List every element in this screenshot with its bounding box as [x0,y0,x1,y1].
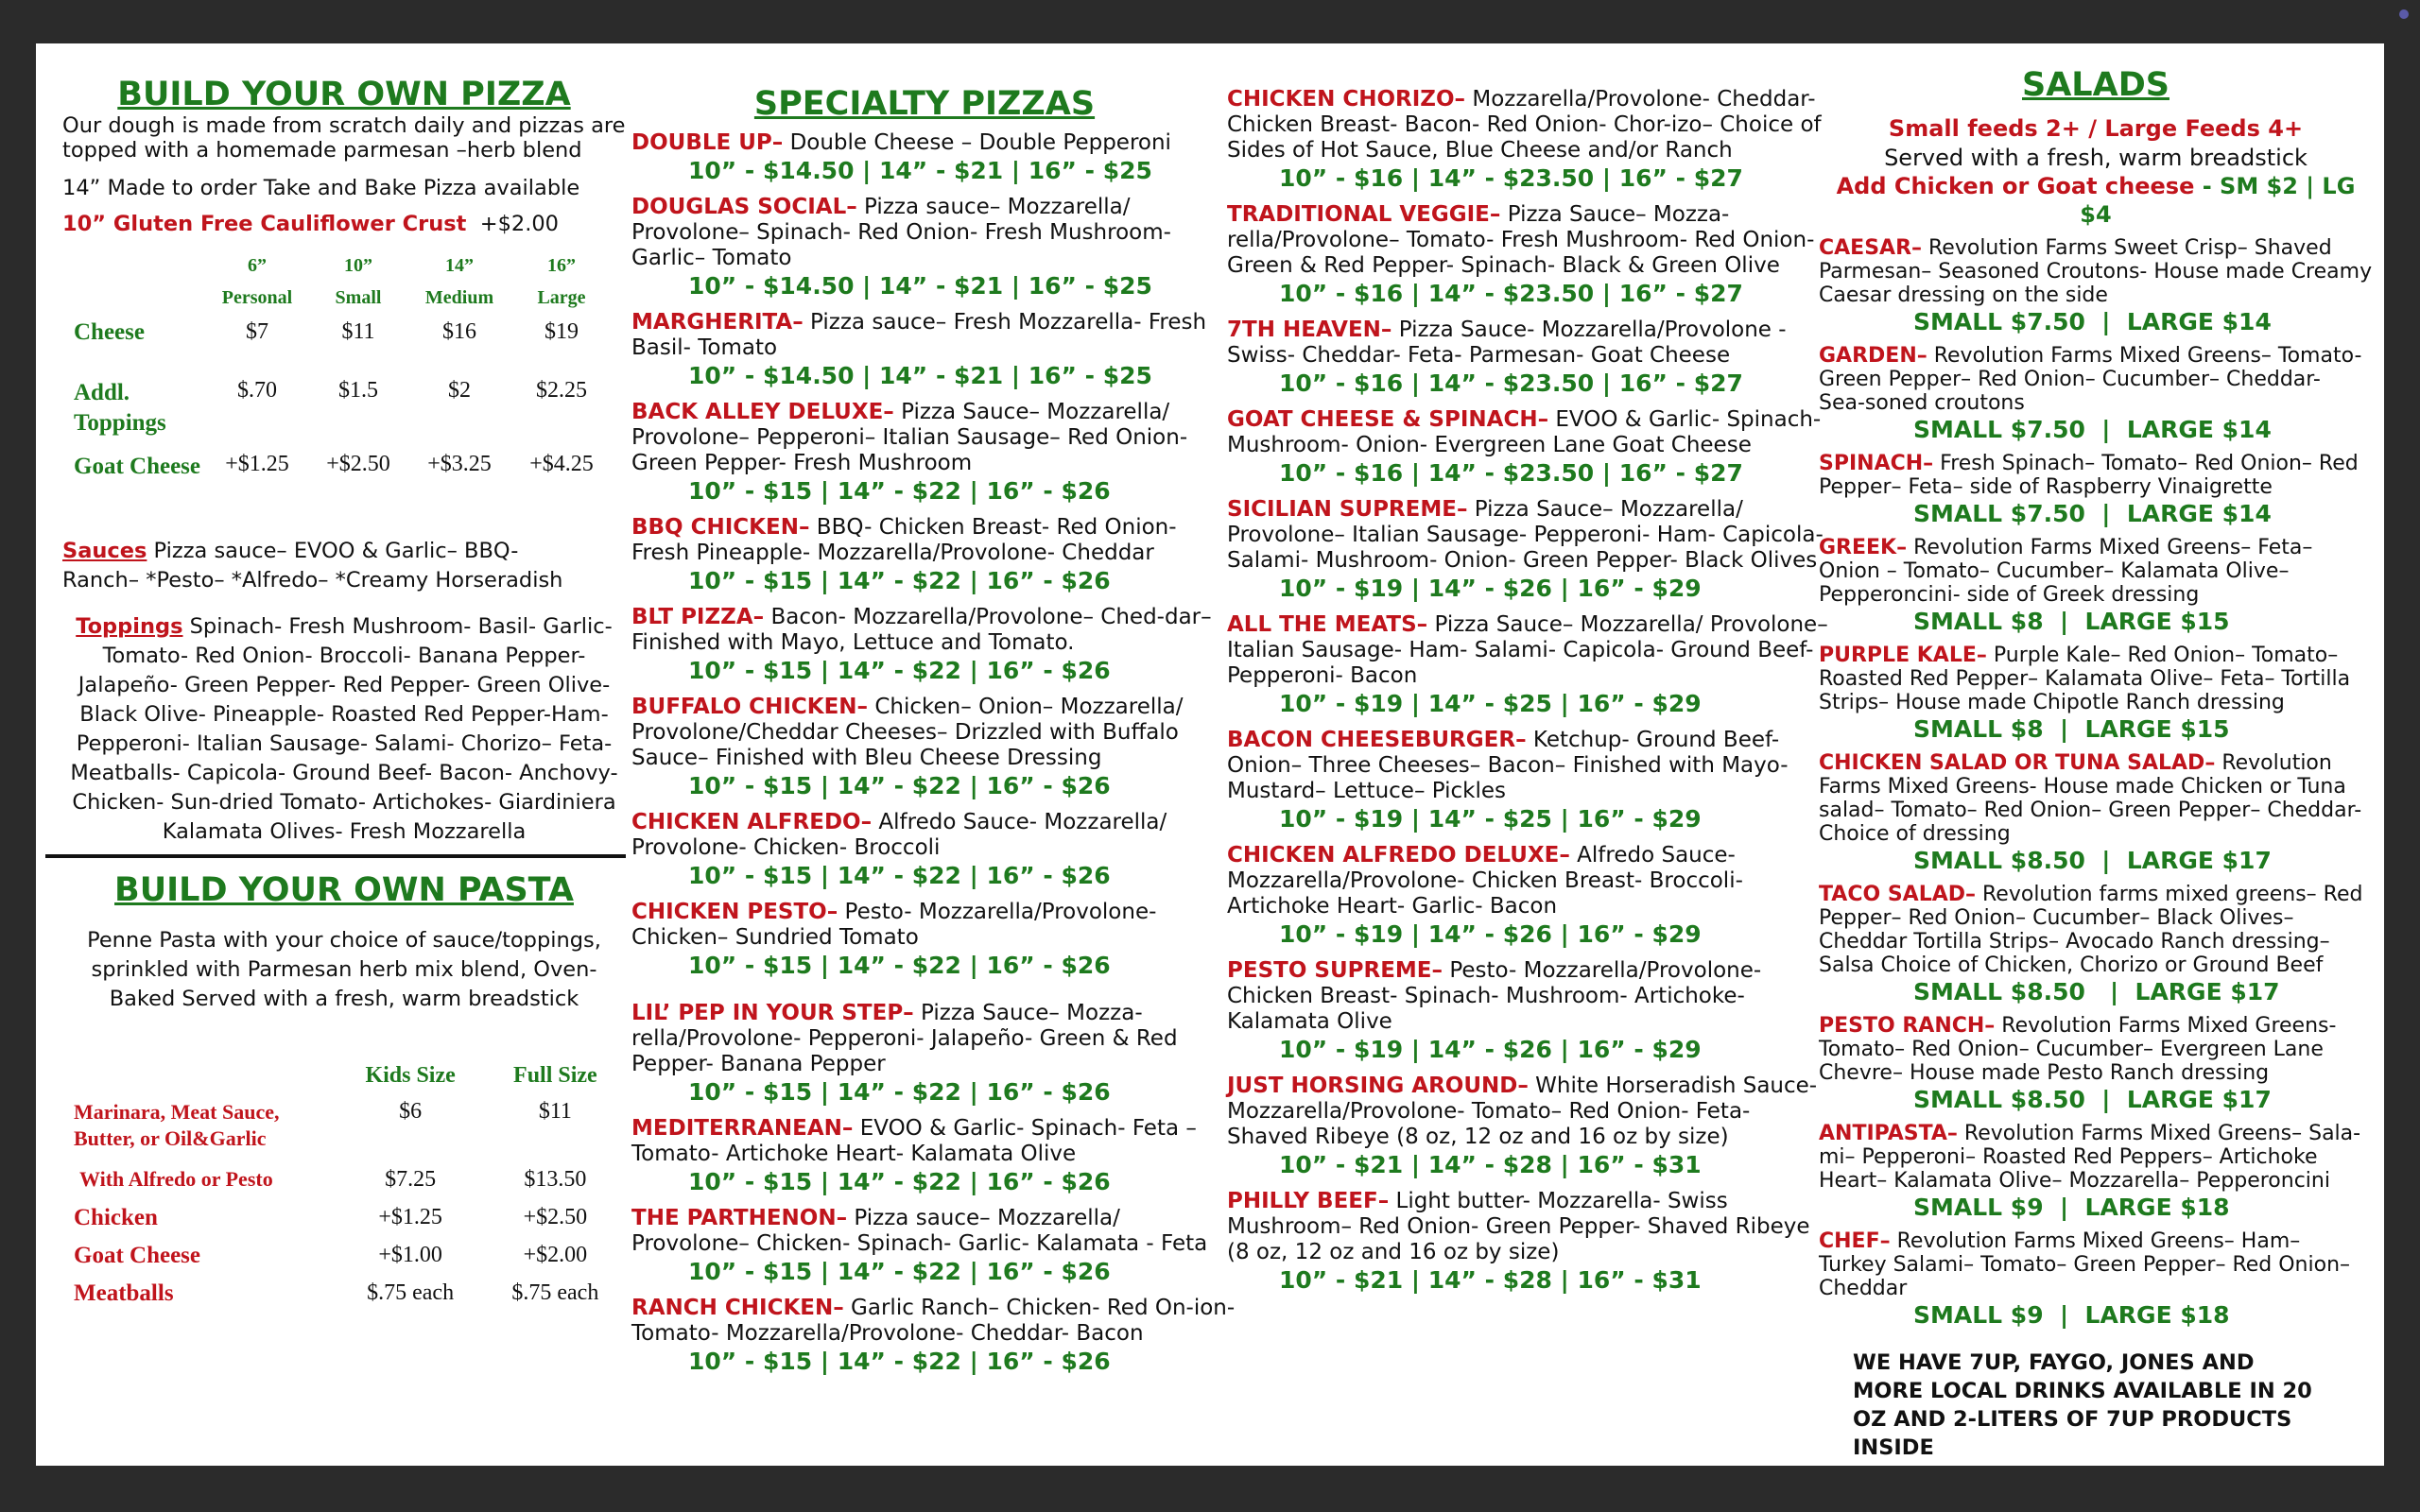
pizza-price: 10” - $14.50 | 14” - $21 | 16” - $25 [688,272,1152,300]
pizza-desc: Pizza sauce– Mozzarella/ Provolone– Spinach- Red Onion- Fresh Mushroom- Garlic– Tomato [631,195,1171,270]
row-label: Cheese [74,319,145,345]
pizza-name: THE PARTHENON– [631,1206,848,1230]
salad-price: SMALL $7.50 | LARGE $14 [1913,308,2272,335]
salad-item [1819,536,2373,636]
price-cell: +$1.25 [225,452,289,476]
specialty-item [1227,958,1832,1064]
salad-item [1819,236,2373,336]
salads-column [1819,43,2373,1462]
salad-sizes-note: Small feeds 2+ / Large Feeds 4+ [1888,115,2304,142]
specialty-item [631,310,1236,390]
full-price: $.75 each [511,1280,599,1305]
pizza-price: 10” - $21 | 14” - $28 | 16” - $31 [1279,1151,1702,1178]
price-cell: +$4.25 [529,452,594,476]
pizza-name: SICILIAN SUPREME– [1227,497,1468,522]
pizza-desc: Pizza Sauce– Mozzarella/ Provolone– Italian Sausage- Pepperoni- Ham- Capicola- Salami- Mushroom- Onion- Green Pepper- Black Olives [1227,497,1824,573]
pizza-price: 10” - $15 | 14” - $22 | 16” - $26 [688,862,1111,889]
kids-price: +$1.00 [378,1243,442,1267]
specialty-item [1227,87,1832,193]
salad-item [1819,1122,2373,1222]
pizza-desc: EVOO & Garlic- Spinach- Mushroom- Onion- Evergreen Lane Goat Cheese [1227,407,1822,457]
pizza-name: LIL’ PEP IN YOUR STEP– [631,1001,914,1025]
sauces-section [62,537,601,595]
salad-desc: Revolution Farms Mixed Greens– Ham– Turkey Salami– Tomato– Green Pepper– Red Onion– Cheddar [1819,1229,2351,1300]
pizza-desc: Pesto- Mozzarella/Provolone- Chicken– Sundried Tomato [631,900,1157,950]
pasta-price-table [74,1063,628,1318]
specialty-pizzas-column-2 [1227,87,1832,1304]
price-cell: +$2.50 [326,452,390,476]
specialty-item [631,130,1236,185]
menu-page [36,43,2384,1466]
salad-name: ANTIPASTA– [1819,1122,1958,1145]
salad-desc: Fresh Spinach– Tomato– Red Onion– Red Pepper– Feta– side of Raspberry Vinaigrette [1819,452,2359,499]
byo-pizza-title: BUILD YOUR OWN PIZZA [117,76,571,113]
size-name-small: Small [335,287,382,308]
section-divider [45,854,626,858]
pizza-price: 10” - $16 | 14” - $23.50 | 16” - $27 [1279,369,1743,397]
pizza-desc: Pizza sauce– Mozzarella/ Provolone– Chicken- Spinach- Garlic- Kalamata - Feta [631,1206,1208,1256]
build-your-own-column [60,43,628,1318]
salad-name: CAESAR– [1819,236,1923,260]
price-cell: $.70 [237,378,277,403]
salad-desc: Revolution Farms Mixed Greens– Sala-mi– Pepperoni– Roasted Red Peppers– Artichoke Heart– Kalamata Olive– Mozzarella– Pepperoncini [1819,1122,2361,1193]
pizza-desc: Chicken– Onion– Mozzarella/ Provolone/Cheddar Cheeses– Drizzled with Buffalo Sauce– Finished with Bleu Cheese Dressing [631,695,1184,770]
salad-name: CHICKEN SALAD OR TUNA SALAD– [1819,751,2216,775]
salad-addon-line [1819,172,2373,229]
kids-size-header: Kids Size [365,1063,456,1088]
size-14: 14” [445,255,474,276]
price-cell: $16 [442,319,476,344]
salad-price: SMALL $7.50 | LARGE $14 [1913,416,2272,443]
specialty-item [1227,612,1832,718]
row-label: With Alfredo or Pesto [79,1167,273,1191]
row-label: Addl. Toppings [74,380,166,436]
pizza-desc: EVOO & Garlic- Spinach- Feta – Tomato- Artichoke Heart- Kalamata Olive [631,1116,1197,1166]
specialty-item [631,400,1236,506]
salad-name: GREEK– [1819,536,1908,559]
salad-item [1819,452,2373,528]
size-10: 10” [344,255,372,276]
pizza-name: PESTO SUPREME– [1227,958,1443,983]
pizza-price: 10” - $16 | 14” - $23.50 | 16” - $27 [1279,164,1743,192]
salad-name: PESTO RANCH– [1819,1014,1996,1038]
specialty-item [631,1296,1236,1376]
pizza-name: DOUBLE UP– [631,130,784,155]
salad-price: SMALL $7.50 | LARGE $14 [1913,500,2272,527]
row-label: Goat Cheese [74,1243,200,1268]
pizza-desc: BBQ- Chicken Breast- Red Onion- Fresh Pineapple- Mozzarella/Provolone- Cheddar [631,515,1177,565]
pizza-name: RANCH CHICKEN– [631,1296,844,1320]
price-cell: $1.5 [338,378,378,403]
pizza-price: 10” - $15 | 14” - $22 | 16” - $26 [688,772,1111,799]
specialty-item [1227,1074,1832,1179]
salad-addon-label: Add Chicken or Goat cheese [1836,173,2195,199]
size-16: 16” [547,255,576,276]
full-size-header: Full Size [513,1063,597,1088]
pizza-price: 10” - $15 | 14” - $22 | 16” - $26 [688,567,1111,594]
row-label: Meatballs [74,1280,174,1306]
pasta-row [74,1205,628,1243]
salad-item [1819,344,2373,444]
pizza-price: 10” - $19 | 14” - $25 | 16” - $29 [1279,805,1702,833]
byo-pasta-intro: Penne Pasta with your choice of sauce/toppings, sprinkled with Parmesan herb mix blend, Oven-Baked Served with a fresh, warm breadstick [87,928,601,1011]
pizza-desc: Ketchup- Ground Beef- Onion– Three Cheeses– Bacon– Finished with Mayo- Mustard– Lettuce– Pickles [1227,728,1789,803]
size-name-personal: Personal [221,287,293,308]
salad-name: GARDEN– [1819,344,1927,368]
specialty-item [1227,202,1832,308]
pizza-name: CHICKEN ALFREDO DELUXE– [1227,843,1570,868]
pizza-price: 10” - $15 | 14” - $22 | 16” - $26 [688,477,1111,505]
salad-price: SMALL $8.50 | LARGE $17 [1913,1086,2272,1113]
pizza-name: GOAT CHEESE & SPINACH– [1227,407,1549,432]
pizza-desc: Pizza Sauce– Mozza-rella/Provolone– Tomato- Fresh Mushroom- Red Onion- Green & Red Pepper- Spinach- Black & Green Olive [1227,202,1815,278]
cheese-row [74,319,613,378]
goat-cheese-row [74,452,613,527]
sauces-text: Pizza sauce– EVOO & Garlic– BBQ- Ranch– *Pesto– *Alfredo– *Creamy Horseradish [62,539,563,593]
pizza-desc: Bacon- Mozzarella/Provolone– Ched-dar– Finished with Mayo, Lettuce and Tomato. [631,605,1212,655]
pizza-price-table [74,255,613,527]
pizza-desc: Pizza Sauce- Mozzarella/Provolone - Swiss- Cheddar- Feta- Parmesan- Goat Cheese [1227,318,1787,368]
pizza-price: 10” - $19 | 14” - $26 | 16” - $29 [1279,1036,1702,1063]
pizza-price: 10” - $14.50 | 14” - $21 | 16” - $25 [688,362,1152,389]
drinks-note: WE HAVE 7UP, FAYGO, JONES AND MORE LOCAL DRINKS AVAILABLE IN 20 OZ AND 2-LITERS OF 7UP PRODUCTS INSIDE [1853,1350,2312,1460]
specialty-pizzas-title: SPECIALTY PIZZAS [753,85,1096,123]
specialty-item [631,695,1236,800]
specialty-item [631,605,1236,685]
toppings-label: Toppings [76,614,183,639]
pizza-desc: Mozzarella/Provolone- Cheddar- Chicken Breast- Bacon- Red Onion- Chor-izo– Choice of Sides of Hot Sauce, Blue Cheese and/or Ranch [1227,87,1822,163]
salad-name: SPINACH– [1819,452,1934,475]
salad-name: CHEF– [1819,1229,1891,1253]
pizza-price: 10” - $19 | 14” - $25 | 16” - $29 [1279,690,1702,717]
pizza-name: CHICKEN CHORIZO– [1227,87,1466,112]
salad-name: PURPLE KALE– [1819,644,1987,667]
byo-pizza-intro: Our dough is made from scratch daily and pizzas are topped with a homemade parmesan –herb blend [62,113,626,163]
pizza-price: 10” - $21 | 14” - $28 | 16” - $31 [1279,1266,1702,1294]
kids-price: $7.25 [385,1167,437,1192]
pizza-price: 10” - $19 | 14” - $26 | 16” - $29 [1279,920,1702,948]
specialty-item [1227,407,1832,488]
pizza-name: CHICKEN ALFREDO– [631,810,873,834]
gluten-free-price: +$2.00 [479,212,559,236]
full-price: +$2.00 [523,1243,588,1267]
salad-desc: Revolution farms mixed greens– Red Pepper– Red Onion– Cucumber– Black Olives– Cheddar Tortilla Strips– Avocado Ranch dressing– Salsa Choice of Chicken, Chorizo or Ground Beef [1819,883,2363,977]
pizza-name: DOUGLAS SOCIAL– [631,195,857,219]
pizza-price: 10” - $15 | 14” - $22 | 16” - $26 [688,1348,1111,1375]
pasta-row [74,1099,628,1167]
salad-price: SMALL $8.50 | LARGE $17 [1913,978,2280,1005]
pizza-desc: Light butter- Mozzarella- Swiss Mushroom– Red Onion- Green Pepper- Shaved Ribeye (8 oz, 12 oz and 16 oz by size) [1227,1189,1810,1264]
pizza-desc: Pizza Sauce– Mozzarella/ Provolone– Pepperoni– Italian Sausage– Red Onion- Green Pepper- Fresh Mushroom [631,400,1188,475]
pizza-price: 10” - $15 | 14” - $22 | 16” - $26 [688,1078,1111,1106]
price-cell: $7 [246,319,268,344]
specialty-item [1227,843,1832,949]
byo-pasta-title: BUILD YOUR OWN PASTA [114,871,574,909]
price-cell: $2 [448,378,471,403]
pizza-price: 10” - $15 | 14” - $22 | 16” - $26 [688,657,1111,684]
salad-item [1819,883,2373,1006]
pizza-name: BACK ALLEY DELUXE– [631,400,894,424]
salad-price: SMALL $8.50 | LARGE $17 [1913,847,2272,874]
sauces-label: Sauces [62,539,147,563]
salad-desc: Revolution Farms Mixed Greens- House made Chicken or Tuna salad– Tomato– Red Onion– Green Pepper– Cheddar- Choice of dressing [1819,751,2362,846]
pizza-desc: Double Cheese – Double Pepperoni [783,130,1171,155]
row-label: Marinara, Meat Sauce, Butter, or Oil&Garlic [74,1100,280,1150]
pizza-price: 10” - $14.50 | 14” - $21 | 16” - $25 [688,157,1152,184]
salad-item [1819,1014,2373,1114]
pizza-name: BBQ CHICKEN– [631,515,810,540]
specialty-pizzas-column-1 [631,43,1236,1385]
pizza-price: 10” - $15 | 14” - $22 | 16” - $26 [688,1168,1111,1195]
pizza-name: CHICKEN PESTO– [631,900,838,924]
pizza-name: JUST HORSING AROUND– [1227,1074,1529,1098]
specialty-item [631,1001,1236,1107]
pasta-row [74,1280,628,1318]
window-indicator-dot [2399,9,2409,19]
size-name-large: Large [537,287,586,308]
pizza-name: 7TH HEAVEN– [1227,318,1392,342]
kids-price: +$1.25 [378,1205,442,1229]
salad-served-note: Served with a fresh, warm breadstick [1884,145,2308,171]
pizza-desc: Pizza sauce– Fresh Mozzarella- Fresh Basil- Tomato [631,310,1207,360]
price-cell: $2.25 [536,378,587,403]
gluten-free-line [62,212,628,236]
salad-price: SMALL $9 | LARGE $18 [1913,1194,2230,1221]
toppings-section [60,612,628,847]
salad-addon-price: - SM $2 | LG $4 [2080,173,2356,228]
pizza-name: TRADITIONAL VEGGIE– [1227,202,1501,227]
salad-price: SMALL $8 | LARGE $15 [1913,608,2230,635]
specialty-item [631,810,1236,890]
specialty-item [631,1206,1236,1286]
pizza-name: PHILLY BEEF– [1227,1189,1390,1213]
specialty-item [1227,1189,1832,1295]
pizza-name: BACON CHEESEBURGER– [1227,728,1527,752]
pizza-desc: Garlic Ranch– Chicken- Red On-ion- Tomato- Mozzarella/Provolone- Cheddar- Bacon [631,1296,1236,1346]
specialty-item [1227,728,1832,833]
pizza-price: 10” - $19 | 14” - $26 | 16” - $29 [1279,575,1702,602]
pizza-desc: Pizza Sauce– Mozzarella/ Provolone– Italian Sausage- Ham- Salami- Capicola- Ground Beef- Pepperoni- Bacon [1227,612,1828,688]
pizza-name: BUFFALO CHICKEN– [631,695,869,719]
pizza-desc: Pesto- Mozzarella/Provolone- Chicken Breast- Spinach- Mushroom- Artichoke- Kalamata Olive [1227,958,1762,1034]
specialty-item [631,195,1236,301]
pizza-name: MARGHERITA– [631,310,804,335]
salad-name: TACO SALAD– [1819,883,1977,906]
salad-desc: Purple Kale– Red Onion– Tomato– Roasted Red Pepper– Kalamata Olive– Feta– Tortilla Strips– House made Chipotle Ranch dressing [1819,644,2351,714]
specialty-item [1227,497,1832,603]
pizza-desc: Alfredo Sauce- Mozzarella/ Provolone- Chicken- Broccoli [631,810,1167,860]
salad-desc: Revolution Farms Sweet Crisp– Shaved Parmesan– Seasoned Croutons- House made Creamy Caesar dressing on the side [1819,236,2373,307]
salad-desc: Revolution Farms Mixed Greens- Tomato– Red Onion– Cucumber– Evergreen Lane Chevre– House made Pesto Ranch dressing [1819,1014,2337,1085]
salad-desc: Revolution Farms Mixed Greens– Feta– Onion – Tomato– Cucumber– Kalamata Olive– Pepperoncini- side of Greek dressing [1819,536,2313,607]
pizza-price: 10” - $16 | 14” - $23.50 | 16” - $27 [1279,459,1743,487]
pasta-row [74,1167,628,1205]
kids-price: $.75 each [367,1280,455,1305]
salad-item [1819,751,2373,875]
salad-price: SMALL $9 | LARGE $18 [1913,1301,2230,1329]
salad-desc: Revolution Farms Mixed Greens– Tomato- Green Pepper– Red Onion– Cucumber– Cheddar- Sea-soned croutons [1819,344,2362,415]
pizza-desc: Pizza Sauce– Mozza-rella/Provolone- Pepperoni- Jalapeño- Green & Red Pepper- Banana Pepper [631,1001,1178,1076]
salad-price: SMALL $8 | LARGE $15 [1913,715,2230,743]
row-label: Chicken [74,1205,158,1230]
pizza-name: BLT PIZZA– [631,605,765,629]
salad-item [1819,644,2373,744]
pizza-price: 10” - $15 | 14” - $22 | 16” - $26 [688,952,1111,979]
pizza-desc: Alfredo Sauce- Mozzarella/Provolone- Chicken Breast- Broccoli- Artichoke Heart- Garlic- Bacon [1227,843,1743,919]
kids-price: $6 [399,1099,423,1124]
row-label: Goat Cheese [74,454,200,479]
full-price: $13.50 [524,1167,587,1192]
salads-title: SALADS [2022,66,2169,104]
gluten-free-label: 10” Gluten Free Cauliflower Crust [62,212,467,236]
take-and-bake-note: 14” Made to order Take and Bake Pizza available [62,176,580,200]
specialty-item [631,900,1236,980]
pizza-name: MEDITERRANEAN– [631,1116,854,1141]
size-name-medium: Medium [424,287,494,308]
full-price: $11 [538,1099,572,1124]
toppings-text: Spinach- Fresh Mushroom- Basil- Garlic- Tomato- Red Onion- Broccoli- Banana Pepper- Jalapeño- Green Pepper- Red Pepper- Green Olive- Black Olive- Pineapple- Roasted Red Pepper-Ham- Pepperoni- Italian Sausage- Salami- Chorizo– Feta- Meatballs- Capicola- Ground Beef- Bacon- Anchovy- Chicken- Sun-dried Tomato- Artichokes- Giardiniera Kalamata Olives- Fresh Mozzarella [70,614,618,844]
salad-item [1819,1229,2373,1330]
price-cell: +$3.25 [427,452,492,476]
specialty-item [631,515,1236,595]
full-price: +$2.50 [523,1205,588,1229]
specialty-item [631,1116,1236,1196]
pasta-row [74,1243,628,1280]
price-cell: $19 [544,319,579,344]
toppings-row [74,378,613,452]
size-6: 6” [248,255,267,276]
price-cell: $11 [341,319,375,344]
pizza-price: 10” - $15 | 14” - $22 | 16” - $26 [688,1258,1111,1285]
pizza-name: ALL THE MEATS– [1227,612,1428,637]
pizza-price: 10” - $16 | 14” - $23.50 | 16” - $27 [1279,280,1743,307]
pizza-desc: White Horseradish Sauce- Mozzarella/Provolone- Tomato– Red Onion- Feta- Shaved Ribeye (8 oz, 12 oz and 16 oz by size) [1227,1074,1818,1149]
specialty-item [1227,318,1832,398]
